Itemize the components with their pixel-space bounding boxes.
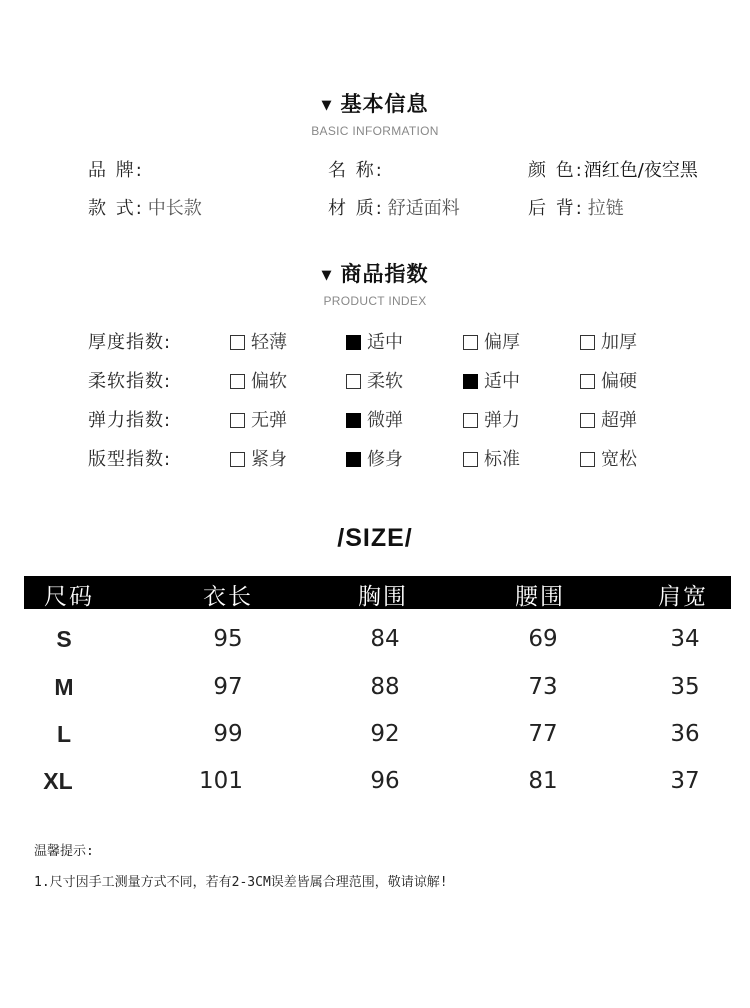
tips-title: 温馨提示: <box>34 844 94 859</box>
basic-info-header <box>0 88 750 138</box>
basic-info-subtitle: BASIC INFORMATION <box>311 124 439 138</box>
checkbox-checked-icon <box>463 374 478 389</box>
option-extra-thick: 加厚 <box>580 328 637 354</box>
info-row-2 <box>0 194 750 220</box>
header-waist: 腰围 <box>515 584 565 610</box>
option-medium: 适中 <box>346 328 403 354</box>
info-row-1 <box>0 156 750 182</box>
info-brand: 品 牌: <box>88 160 144 181</box>
index-row-softness: 柔软指数: 偏软 柔软 适中 偏硬 <box>0 367 750 395</box>
option-super-stretch: 超弹 <box>580 406 637 432</box>
table-row: M 97 88 73 35 <box>54 674 700 700</box>
option-soft: 柔软 <box>346 367 403 393</box>
triangle-down-icon: ▼ <box>321 268 333 283</box>
option-moderate: 适中 <box>463 367 520 393</box>
info-back: 后 背: 拉链 <box>528 198 624 219</box>
checkbox-icon <box>230 374 245 389</box>
info-color: 颜 色:酒红色/夜空黑 <box>528 160 698 181</box>
option-loose: 宽松 <box>580 445 637 471</box>
info-material: 材 质: 舒适面料 <box>328 198 460 219</box>
size-title: /SIZE/ <box>337 524 413 552</box>
index-row-thickness: 厚度指数: 轻薄 适中 偏厚 加厚 <box>0 328 750 356</box>
checkbox-checked-icon <box>346 452 361 467</box>
header-shoulder: 肩宽 <box>658 584 708 610</box>
info-name: 名 称: <box>328 160 384 181</box>
table-row: XL 101 96 81 37 <box>43 768 700 794</box>
option-stretch: 弹力 <box>463 406 520 432</box>
product-index-title-text: 商品指数 <box>340 262 429 286</box>
checkbox-icon <box>580 335 595 350</box>
option-slim: 修身 <box>346 445 403 471</box>
product-index-subtitle: PRODUCT INDEX <box>323 294 427 308</box>
info-style: 款 式: 中长款 <box>88 198 202 219</box>
index-row-elasticity: 弹力指数: 无弹 微弹 弹力 超弹 <box>0 406 750 434</box>
product-index-title <box>0 258 750 288</box>
table-row: S 95 84 69 34 <box>56 626 700 652</box>
checkbox-icon <box>580 374 595 389</box>
tips-line: 1.尺寸因手工测量方式不同，若有2-3CM误差皆属合理范围，敬请谅解! <box>34 875 448 890</box>
option-thin: 轻薄 <box>230 328 287 354</box>
size-table-header <box>24 576 731 609</box>
checkbox-icon <box>463 452 478 467</box>
checkbox-icon <box>230 452 245 467</box>
product-index-header <box>0 258 750 308</box>
checkbox-icon <box>463 413 478 428</box>
table-row: L 99 92 77 36 <box>56 721 700 747</box>
checkbox-icon <box>346 374 361 389</box>
header-chest: 胸围 <box>358 584 408 610</box>
option-no-stretch: 无弹 <box>230 406 287 432</box>
triangle-down-icon: ▼ <box>321 98 333 113</box>
checkbox-icon <box>463 335 478 350</box>
header-length: 衣长 <box>203 584 253 610</box>
basic-info-title <box>0 88 750 118</box>
option-slight-stretch: 微弹 <box>346 406 403 432</box>
option-tight: 紧身 <box>230 445 287 471</box>
index-row-fit: 版型指数: 紧身 修身 标准 宽松 <box>0 445 750 473</box>
header-size: 尺码 <box>44 584 94 610</box>
checkbox-icon <box>580 452 595 467</box>
option-slightly-hard: 偏硬 <box>580 367 637 393</box>
option-slightly-soft: 偏软 <box>230 367 287 393</box>
option-regular: 标准 <box>463 445 520 471</box>
option-thick: 偏厚 <box>463 328 520 354</box>
checkbox-icon <box>580 413 595 428</box>
checkbox-checked-icon <box>346 413 361 428</box>
checkbox-icon <box>230 335 245 350</box>
basic-info-title-text: 基本信息 <box>340 92 429 116</box>
checkbox-checked-icon <box>346 335 361 350</box>
checkbox-icon <box>230 413 245 428</box>
